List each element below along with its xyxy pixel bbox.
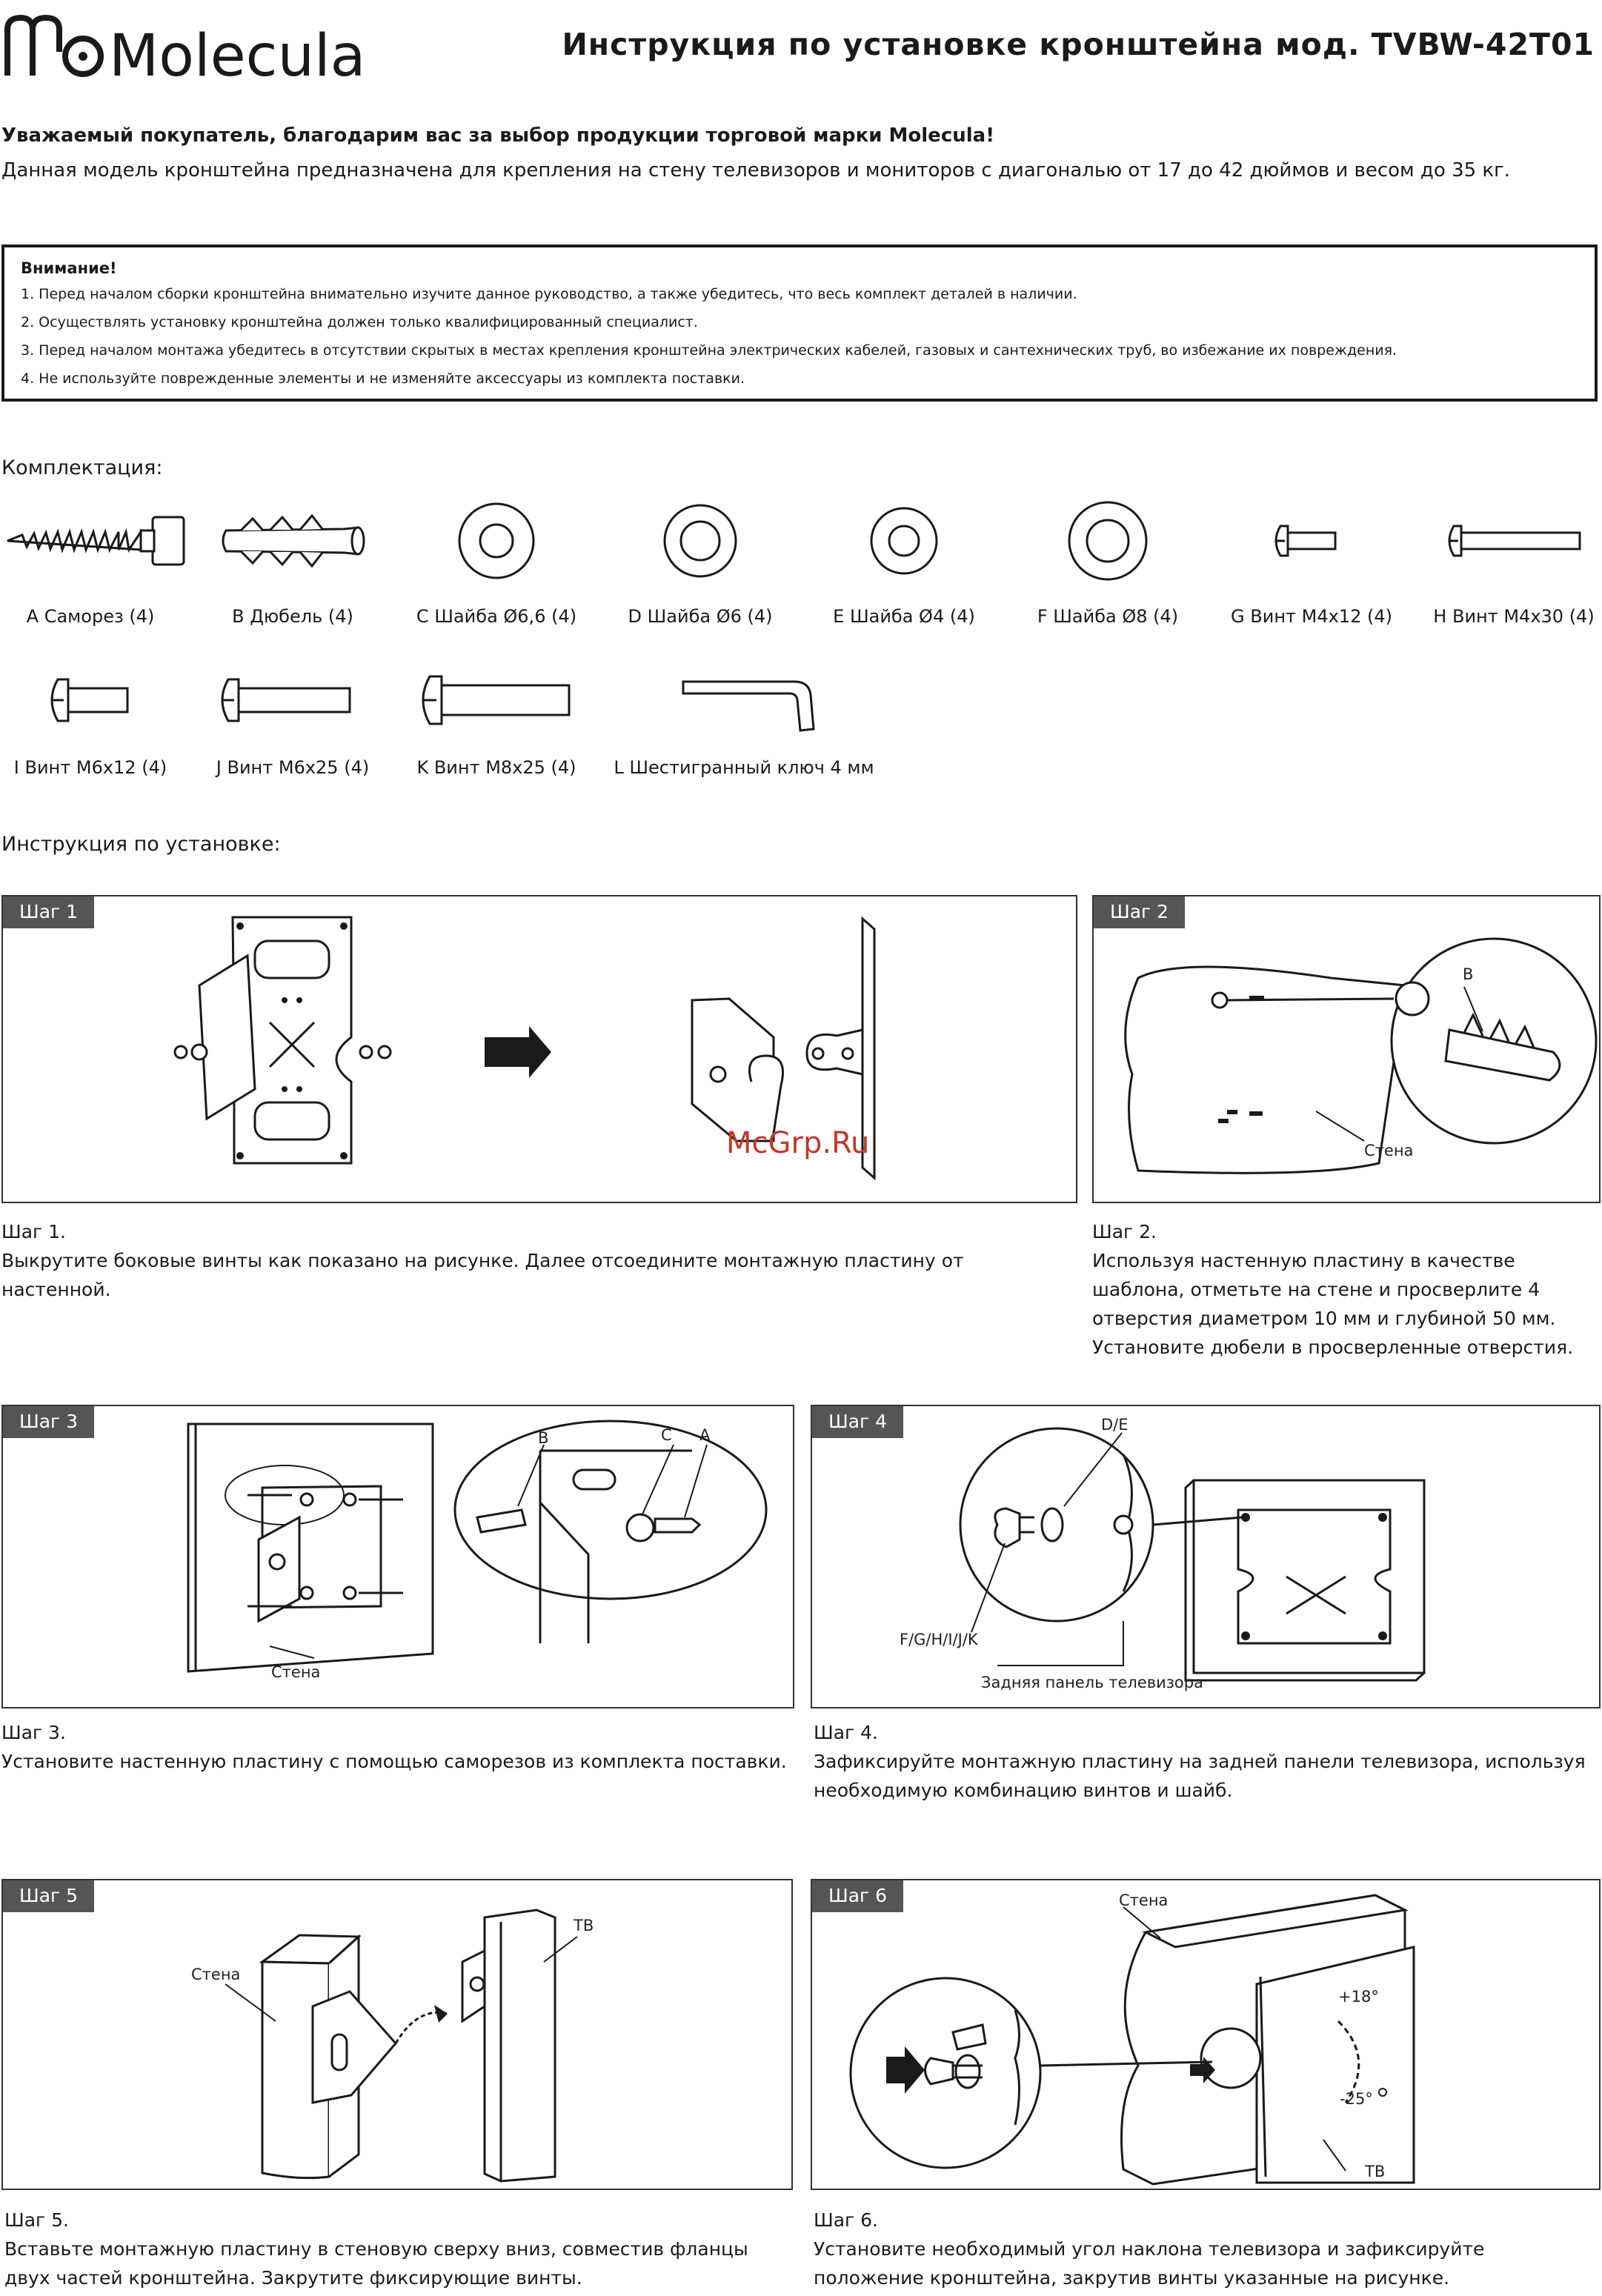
step-6-callout-wall: Стена [1119, 1891, 1169, 1909]
part-label-f: F Шайба Ø8 (4) [1037, 606, 1179, 627]
bolt-icon [423, 676, 569, 724]
logo-text: Molecula [109, 23, 366, 90]
step-5-callout-tv: ТВ [574, 1917, 594, 1934]
part-label-e: E Шайба Ø4 (4) [833, 606, 975, 627]
step-5-title: Шаг 5. [4, 2209, 69, 2231]
parts-row-1-icons [0, 504, 1602, 578]
hex-key-icon [683, 682, 814, 731]
step-3-callout-c: C [661, 1426, 672, 1444]
description-text: Данная модель кронштейна предназначена для крепления на стену телевизоров и мониторов с диагональю от 17 до 42 дюймов и весом до 35 кг. [1, 159, 1511, 182]
step-6-callout-tv: ТВ [1365, 2163, 1386, 2180]
warning-line-4: 4. Не используйте поврежденные элементы и не изменяйте аксессуары из комплекта поставки. [21, 370, 745, 387]
bolt-icon [222, 679, 350, 721]
part-label-d: D Шайба Ø6 (4) [628, 606, 773, 627]
step-2-text: Используя настенную пластину в качестве шаблона, отметьте на стене и просверлите 4 отверстия диаметром 10 мм и глубиной 50 мм. Установите дюбели в просверленные отверстия. [1092, 1250, 1574, 1358]
watermark: McGrp.Ru [726, 1126, 870, 1160]
step-1-text: Выкрутите боковые винты как показано на рисунке. Далее отсоедините монтажную пластину от настенной. [1, 1250, 964, 1300]
step-3-badge: Шаг 3 [3, 1406, 94, 1438]
bolt-icon [1449, 526, 1580, 556]
step-5-illustration [3, 1880, 794, 2192]
step-3-title: Шаг 3. [1, 1722, 66, 1743]
step-4-callout-tv-back: Задняя панель телевизора [981, 1674, 1203, 1691]
step-2-figure [1092, 895, 1601, 1203]
part-label-i: I Винт M6x12 (4) [13, 757, 167, 778]
warning-line-3: 3. Перед началом монтажа убедитесь в отсутствии скрытых в местах крепления кронштейна электрических кабелей, газовых и сантехнических труб, во избежание их повреждения. [21, 342, 1397, 359]
part-label-h: H Винт M4x30 (4) [1433, 606, 1595, 627]
warning-line-1: 1. Перед началом сборки кронштейна внимательно изучите данное руководство, а также убедитесь, что весь комплект деталей в наличии. [21, 286, 1077, 302]
warning-line-2: 2. Осуществлять установку кронштейна должен только квалифицированный специалист. [21, 314, 698, 330]
part-label-j: J Винт M6x25 (4) [216, 757, 370, 778]
step-1-figure [1, 895, 1077, 1203]
part-label-c: C Шайба Ø6,6 (4) [416, 606, 577, 627]
step-4-illustration [812, 1406, 1602, 1710]
step-5-figure [1, 1879, 793, 2190]
step-4-title: Шаг 4. [814, 1722, 878, 1743]
part-label-g: G Винт M4x12 (4) [1231, 606, 1392, 627]
step-4-text: Зафиксируйте монтажную пластину на задней панели телевизора, используя необходимую комбинацию винтов и шайб. [814, 1751, 1586, 1801]
step-2-illustration [1094, 896, 1602, 1205]
step-3-figure [1, 1405, 794, 1708]
step-2-title: Шаг 2. [1092, 1221, 1157, 1242]
washer-icon [1069, 502, 1146, 579]
step-6-callout-down: -25° [1340, 2090, 1373, 2108]
step-4-callout-de: D/E [1101, 1416, 1129, 1434]
greeting-text: Уважаемый покупатель, благодарим вас за выбор продукции торговой марки Molecula! [1, 124, 995, 147]
washer-icon [665, 505, 736, 576]
step-5-text: Вставьте монтажную пластину в стеновую сверху вниз, совместив фланцы двух частей кронштейна. Закрутите фиксирующие винты. [4, 2238, 748, 2289]
parts-row-2-icons [0, 667, 889, 733]
instructions-heading: Инструкция по установке: [1, 833, 281, 856]
step-3-illustration [3, 1406, 796, 1710]
step-2-callout-b: B [1463, 965, 1474, 983]
step-3-text: Установите настенную пластину с помощью саморезов из комплекта поставки. [1, 1751, 787, 1772]
step-4-badge: Шаг 4 [812, 1406, 903, 1438]
step-6-figure [811, 1879, 1601, 2190]
step-6-badge: Шаг 6 [812, 1880, 903, 1912]
step-4-callout-fk: F/G/H/I/J/K [900, 1631, 978, 1648]
part-label-l: L Шестигранный ключ 4 мм [614, 757, 874, 778]
step-1-title: Шаг 1. [1, 1221, 66, 1242]
washer-icon [871, 508, 937, 573]
step-6-illustration [812, 1880, 1602, 2192]
step-6-callout-up: +18° [1338, 1988, 1379, 2006]
step-1-badge: Шаг 1 [3, 896, 94, 928]
bolt-icon [52, 679, 127, 721]
step-5-badge: Шаг 5 [3, 1880, 94, 1912]
step-2-badge: Шаг 2 [1094, 896, 1185, 928]
step-1-illustration [3, 896, 1079, 1205]
bolt-icon [1276, 526, 1335, 556]
step-3-callout-b: B [538, 1429, 549, 1447]
step-6-text: Установите необходимый угол наклона телевизора и зафиксируйте положение кронштейна, закрутив винты указанные на рисунке. [814, 2238, 1485, 2289]
step-4-figure [811, 1405, 1601, 1708]
part-label-k: K Винт M8x25 (4) [416, 757, 576, 778]
step-5-callout-wall: Стена [191, 1966, 241, 1983]
step-3-callout-wall: Стена [271, 1663, 321, 1681]
document-title: Инструкция по установке кронштейна мод. TVBW-42T01 [562, 27, 1595, 62]
step-3-callout-a: A [699, 1426, 711, 1444]
brand-logo [1, 13, 372, 90]
step-6-title: Шаг 6. [814, 2209, 878, 2231]
dowel-icon [223, 516, 364, 566]
screw-icon [7, 517, 184, 565]
part-label-a: A Саморез (4) [26, 606, 155, 627]
warning-title: Внимание! [21, 259, 117, 277]
warning-box [1, 244, 1598, 402]
parts-heading: Комплектация: [1, 456, 163, 479]
step-2-callout-wall: Стена [1364, 1142, 1414, 1159]
part-label-b: B Дюбель (4) [232, 606, 353, 627]
washer-icon [459, 504, 534, 578]
